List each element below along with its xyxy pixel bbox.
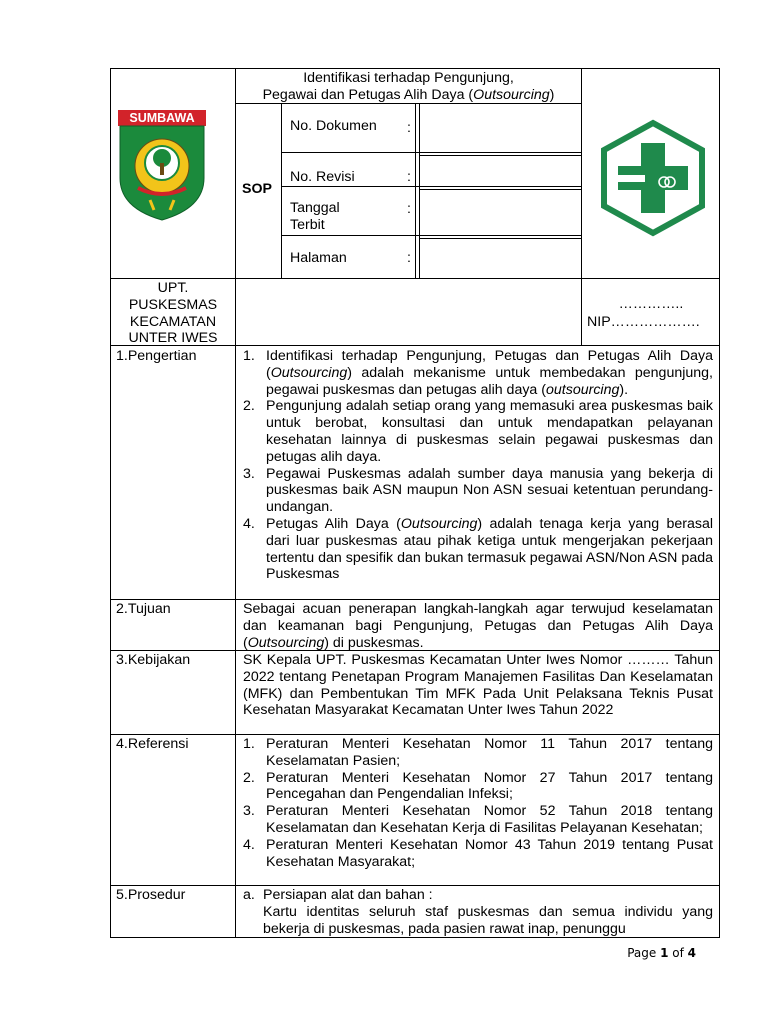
title-line-2 (236, 87, 581, 104)
sumbawa-logo (116, 108, 208, 222)
field-line-1a (281, 152, 582, 153)
list-number: 4. (243, 515, 255, 532)
list-text: Peraturan Menteri Kesehatan Nomor 43 Tahun 2019 tentang Pusat Kesehatan Masyarakat; (266, 836, 713, 870)
pengertian-list (241, 348, 713, 583)
section-label-referensi: 4.Referensi (116, 736, 189, 752)
field-colon-tanggal-terbit: : (407, 201, 411, 217)
field-line-3a (281, 235, 582, 236)
list-item (241, 837, 713, 871)
list-number: 2. (243, 769, 255, 786)
list-number: 1. (243, 736, 255, 752)
separator-referensi (110, 734, 720, 735)
header-divider-right (581, 68, 582, 278)
list-text: Pegawai Puskesmas adalah sumber daya manusia yang bekerja di puskesmas baik ASN maupun Non ASN sesuai ketentuan perundang-undangan. (266, 465, 713, 516)
document-title (236, 70, 581, 104)
list-text: Petugas Alih Daya ( (266, 515, 401, 532)
list-text-italic: Outsourcing (270, 364, 348, 381)
field-colon-no-dokumen: : (407, 120, 411, 136)
title-line-2-prefix: Pegawai dan Petugas Alih Daya ( (262, 86, 474, 103)
sop-label: SOP (242, 181, 272, 197)
field-label-tanggal-terbit: Tanggal Terbit (290, 200, 340, 233)
kebijakan-text: SK Kepala UPT. Puskesmas Kecamatan Unter Iwes Nomor ……… Tahun 2022 tentang Penetapan Program Manajemen Fasilitas Dan Keselamatan (MFK) dan Pembentukan Tim MFK Pada Unit Pelaksana Teknis Pusat Kesehatan Masyarakat Kecamatan Unter Iwes Tahun 2022 (243, 652, 713, 719)
section-label-pengertian: 1.Pengertian (116, 348, 197, 364)
list-text: Peraturan Menteri Kesehatan Nomor 11 Tahun 2017 tentang Keselamatan Pasien; (266, 736, 713, 769)
value-col-line-a (415, 103, 416, 278)
field-line-2a (281, 186, 582, 187)
field-line-2b (419, 189, 582, 190)
list-text: Peraturan Menteri Kesehatan Nomor 27 Tahun 2017 tentang Pencegahan dan Pengendalian Infeksi; (266, 769, 713, 803)
section-label-kebijakan: 3.Kebijakan (116, 652, 191, 668)
org-divider-right (581, 278, 582, 346)
table-border-left (110, 68, 111, 938)
header-bottom (110, 278, 720, 279)
separator-tujuan (110, 599, 720, 600)
tujuan-text-italic: Outsourcing (247, 634, 325, 651)
page-prefix: Page (627, 946, 661, 960)
list-item (241, 736, 713, 770)
tujuan-text-part: Sebagai acuan penerapan langkah-langkah agar terwujud keselamatan dan keamanan bagi Pengunjung, Petugas dan Petugas Alih Daya ( (243, 601, 713, 651)
page-current: 1 (660, 946, 669, 960)
table-border-right (719, 68, 720, 938)
tujuan-text-part: ) di puskesmas. (324, 634, 424, 651)
section-label-tujuan: 2.Tujuan (116, 601, 171, 617)
list-text: Identifikasi terhadap Pengunjung, Petugas dan Petugas Alih Daya ( (266, 348, 713, 381)
list-item (241, 803, 713, 837)
sumbawa-logo-text: SUMBAWA (129, 111, 195, 125)
value-col-line-b (419, 103, 420, 278)
list-number: 4. (243, 836, 255, 853)
section-label-prosedur: 5.Prosedur (116, 887, 186, 903)
title-line-2-suffix: ) (549, 86, 555, 103)
list-text-italic: Outsourcing (400, 515, 478, 532)
label-column-divider (235, 345, 236, 938)
table-border-top (110, 68, 720, 69)
list-text: Peraturan Menteri Kesehatan Nomor 52 Tahun 2018 tentang Keselamatan dan Kesehatan Kerja di Fasilitas Pelayanan Kesehatan; (266, 803, 713, 836)
page-number (627, 946, 696, 960)
list-number: 2. (243, 398, 255, 415)
field-label-no-revisi: No. Revisi (290, 169, 355, 185)
page-middle: of (668, 946, 688, 960)
list-item (241, 466, 713, 516)
prosedur-item-a-num: a. (243, 887, 255, 903)
puskesmas-logo (600, 119, 706, 237)
organization-name: UPT. PUSKESMAS KECAMATAN UNTER IWES (128, 280, 218, 347)
sop-divider (281, 103, 282, 278)
title-line-2-italic: Outsourcing (473, 86, 550, 103)
list-text-italic: outsourcing (546, 381, 620, 398)
list-item (241, 516, 713, 583)
field-label-halaman: Halaman (290, 250, 347, 266)
puskesmas-cross-icon (600, 119, 706, 237)
page-total: 4 (687, 946, 696, 960)
title-line-1: Identifikasi terhadap Pengunjung, (303, 70, 514, 86)
list-item (241, 770, 713, 804)
field-colon-no-revisi: : (407, 169, 411, 185)
field-colon-halaman: : (407, 250, 411, 266)
list-text: Pengunjung adalah setiap orang yang memasuki area puskesmas baik untuk berobat, konsultasi dan untuk mendapatkan pelayanan kesehatan lainnya di puskesmas selain pegawai puskesmas dan petugas alih daya. (266, 398, 713, 465)
prosedur-item-a-text: Kartu identitas seluruh staf puskesmas dan semua individu yang bekerja di puskesmas, pada pasien rawat inap, penunggu (263, 904, 713, 937)
list-text: ) adalah tenaga kerja yang berasal dari luar puskesmas atau pihak ketiga untuk mengerjakan pekerjaan tertentu dan spesifik dan bukan termasuk pegawai ASN/Non ASN pada Puskesmas (266, 515, 713, 583)
field-line-3b (419, 238, 582, 239)
field-line-1b (419, 155, 582, 156)
org-divider-left (235, 278, 236, 346)
tujuan-text (243, 601, 713, 651)
list-text: ). (619, 381, 629, 398)
list-number: 3. (243, 803, 255, 820)
list-item (241, 348, 713, 398)
referensi-list (241, 736, 713, 870)
field-label-no-dokumen: No. Dokumen (290, 118, 377, 134)
signature-dots: ………….. (618, 296, 684, 312)
nip-label: NIP………………. (587, 314, 700, 330)
separator-prosedur (110, 885, 720, 886)
list-number: 1. (243, 348, 255, 364)
list-number: 3. (243, 465, 255, 482)
list-item (241, 398, 713, 465)
list-text: ) adalah mekanisme untuk membedakan pengunjung, pegawai puskesmas dan petugas alih daya ( (266, 364, 713, 398)
prosedur-item-a-title: Persiapan alat dan bahan : (263, 887, 433, 903)
